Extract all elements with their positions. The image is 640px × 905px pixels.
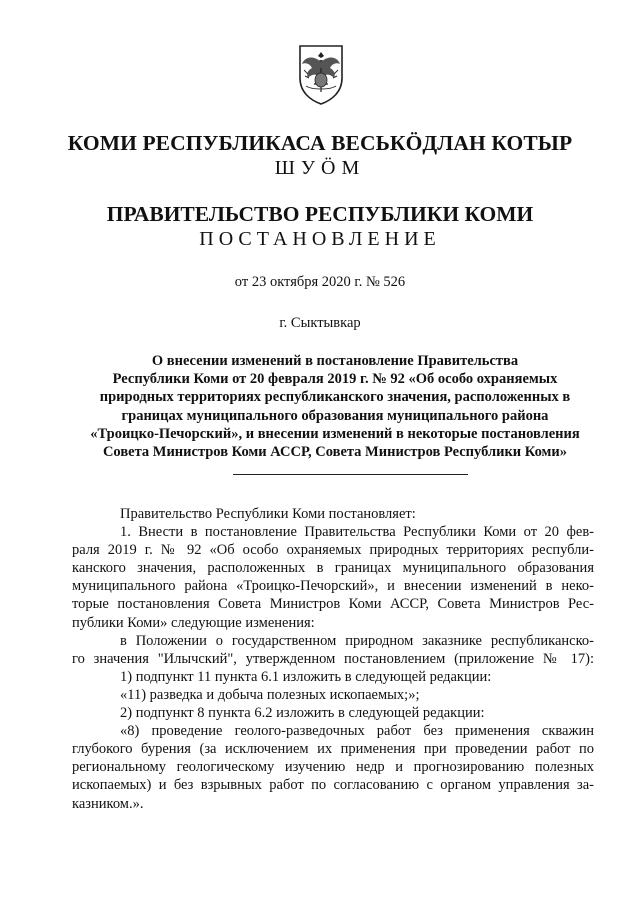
body-line: 1) подпункт 11 пункта 6.1 изложить в следующей редакции: <box>120 668 492 685</box>
body-line: ископаемых) и без взрывных работ по согласованию с органом управления за- <box>72 777 594 794</box>
title-line: О внесении изменений в постановление Правительства <box>151 353 519 369</box>
komi-decree-label: ШУӦМ <box>274 157 366 179</box>
body-line: раля 2019 г. № 92 «Об особо охраняемых природных территориях республи- <box>72 542 594 559</box>
body-line: в Положении о государственном природном заказнике республиканско- <box>120 632 594 649</box>
body-line: торые постановления Совета Министров Коми АССР, Совета Министров Рес- <box>72 596 594 613</box>
title-divider <box>233 474 468 475</box>
body-line: публики Коми» следующие изменения: <box>72 614 315 631</box>
title-line: природных территориях республиканского значения, расположенных в <box>99 389 571 406</box>
decree-title <box>70 352 600 461</box>
title-line: «Троицко-Печорский», и внесении изменений в некоторые постановления <box>90 425 580 442</box>
decree-city: г. Сыктывкар <box>279 315 361 331</box>
government-title: ПРАВИТЕЛЬСТВО РЕСПУБЛИКИ КОМИ <box>106 202 534 226</box>
body-line: 1. Внести в постановление Правительства Республики Коми от 20 фев- <box>120 524 594 541</box>
body-line: 2) подпункт 8 пункта 6.2 изложить в следующей редакции: <box>120 705 485 722</box>
body-line: Правительство Республики Коми постановляет: <box>120 506 416 522</box>
body-line: «8) проведение геолого-разведочных работ без применения скважин <box>120 723 594 740</box>
body-line: «11) разведка и добыча полезных ископаемых;»; <box>120 686 420 703</box>
title-line: Республики Коми от 20 февраля 2019 г. № 92 «Об особо охраняемых <box>112 371 558 388</box>
coat-of-arms-icon <box>296 40 346 106</box>
body-line: региональному геологическому изучению недр и прогнозированию полезных <box>72 759 594 776</box>
title-line: границах муниципального образования муниципального района <box>121 407 549 424</box>
body-line: канского значения, расположенных в границах муниципального образования <box>72 560 594 577</box>
body-line: муниципального района «Троицко-Печорский», и внесении изменений в неко- <box>72 578 594 595</box>
decree-body <box>72 505 594 813</box>
body-line: го значения "Илычский", утвержденном постановлением (приложение № 17): <box>72 650 594 667</box>
komi-government-title: КОМИ РЕСПУБЛИКАСА ВЕСЬКӦДЛАН КОТЫР <box>67 131 573 155</box>
title-line: Совета Министров Коми АССР, Совета Министров Республики Коми» <box>102 444 568 461</box>
decree-label: ПОСТАНОВЛЕНИЕ <box>199 228 441 250</box>
decree-date-number: от 23 октября 2020 г. № 526 <box>234 274 406 290</box>
body-line: казником.». <box>72 795 144 812</box>
body-line: глубокого бурения (за исключением их применения при проведении работ по <box>72 741 594 758</box>
